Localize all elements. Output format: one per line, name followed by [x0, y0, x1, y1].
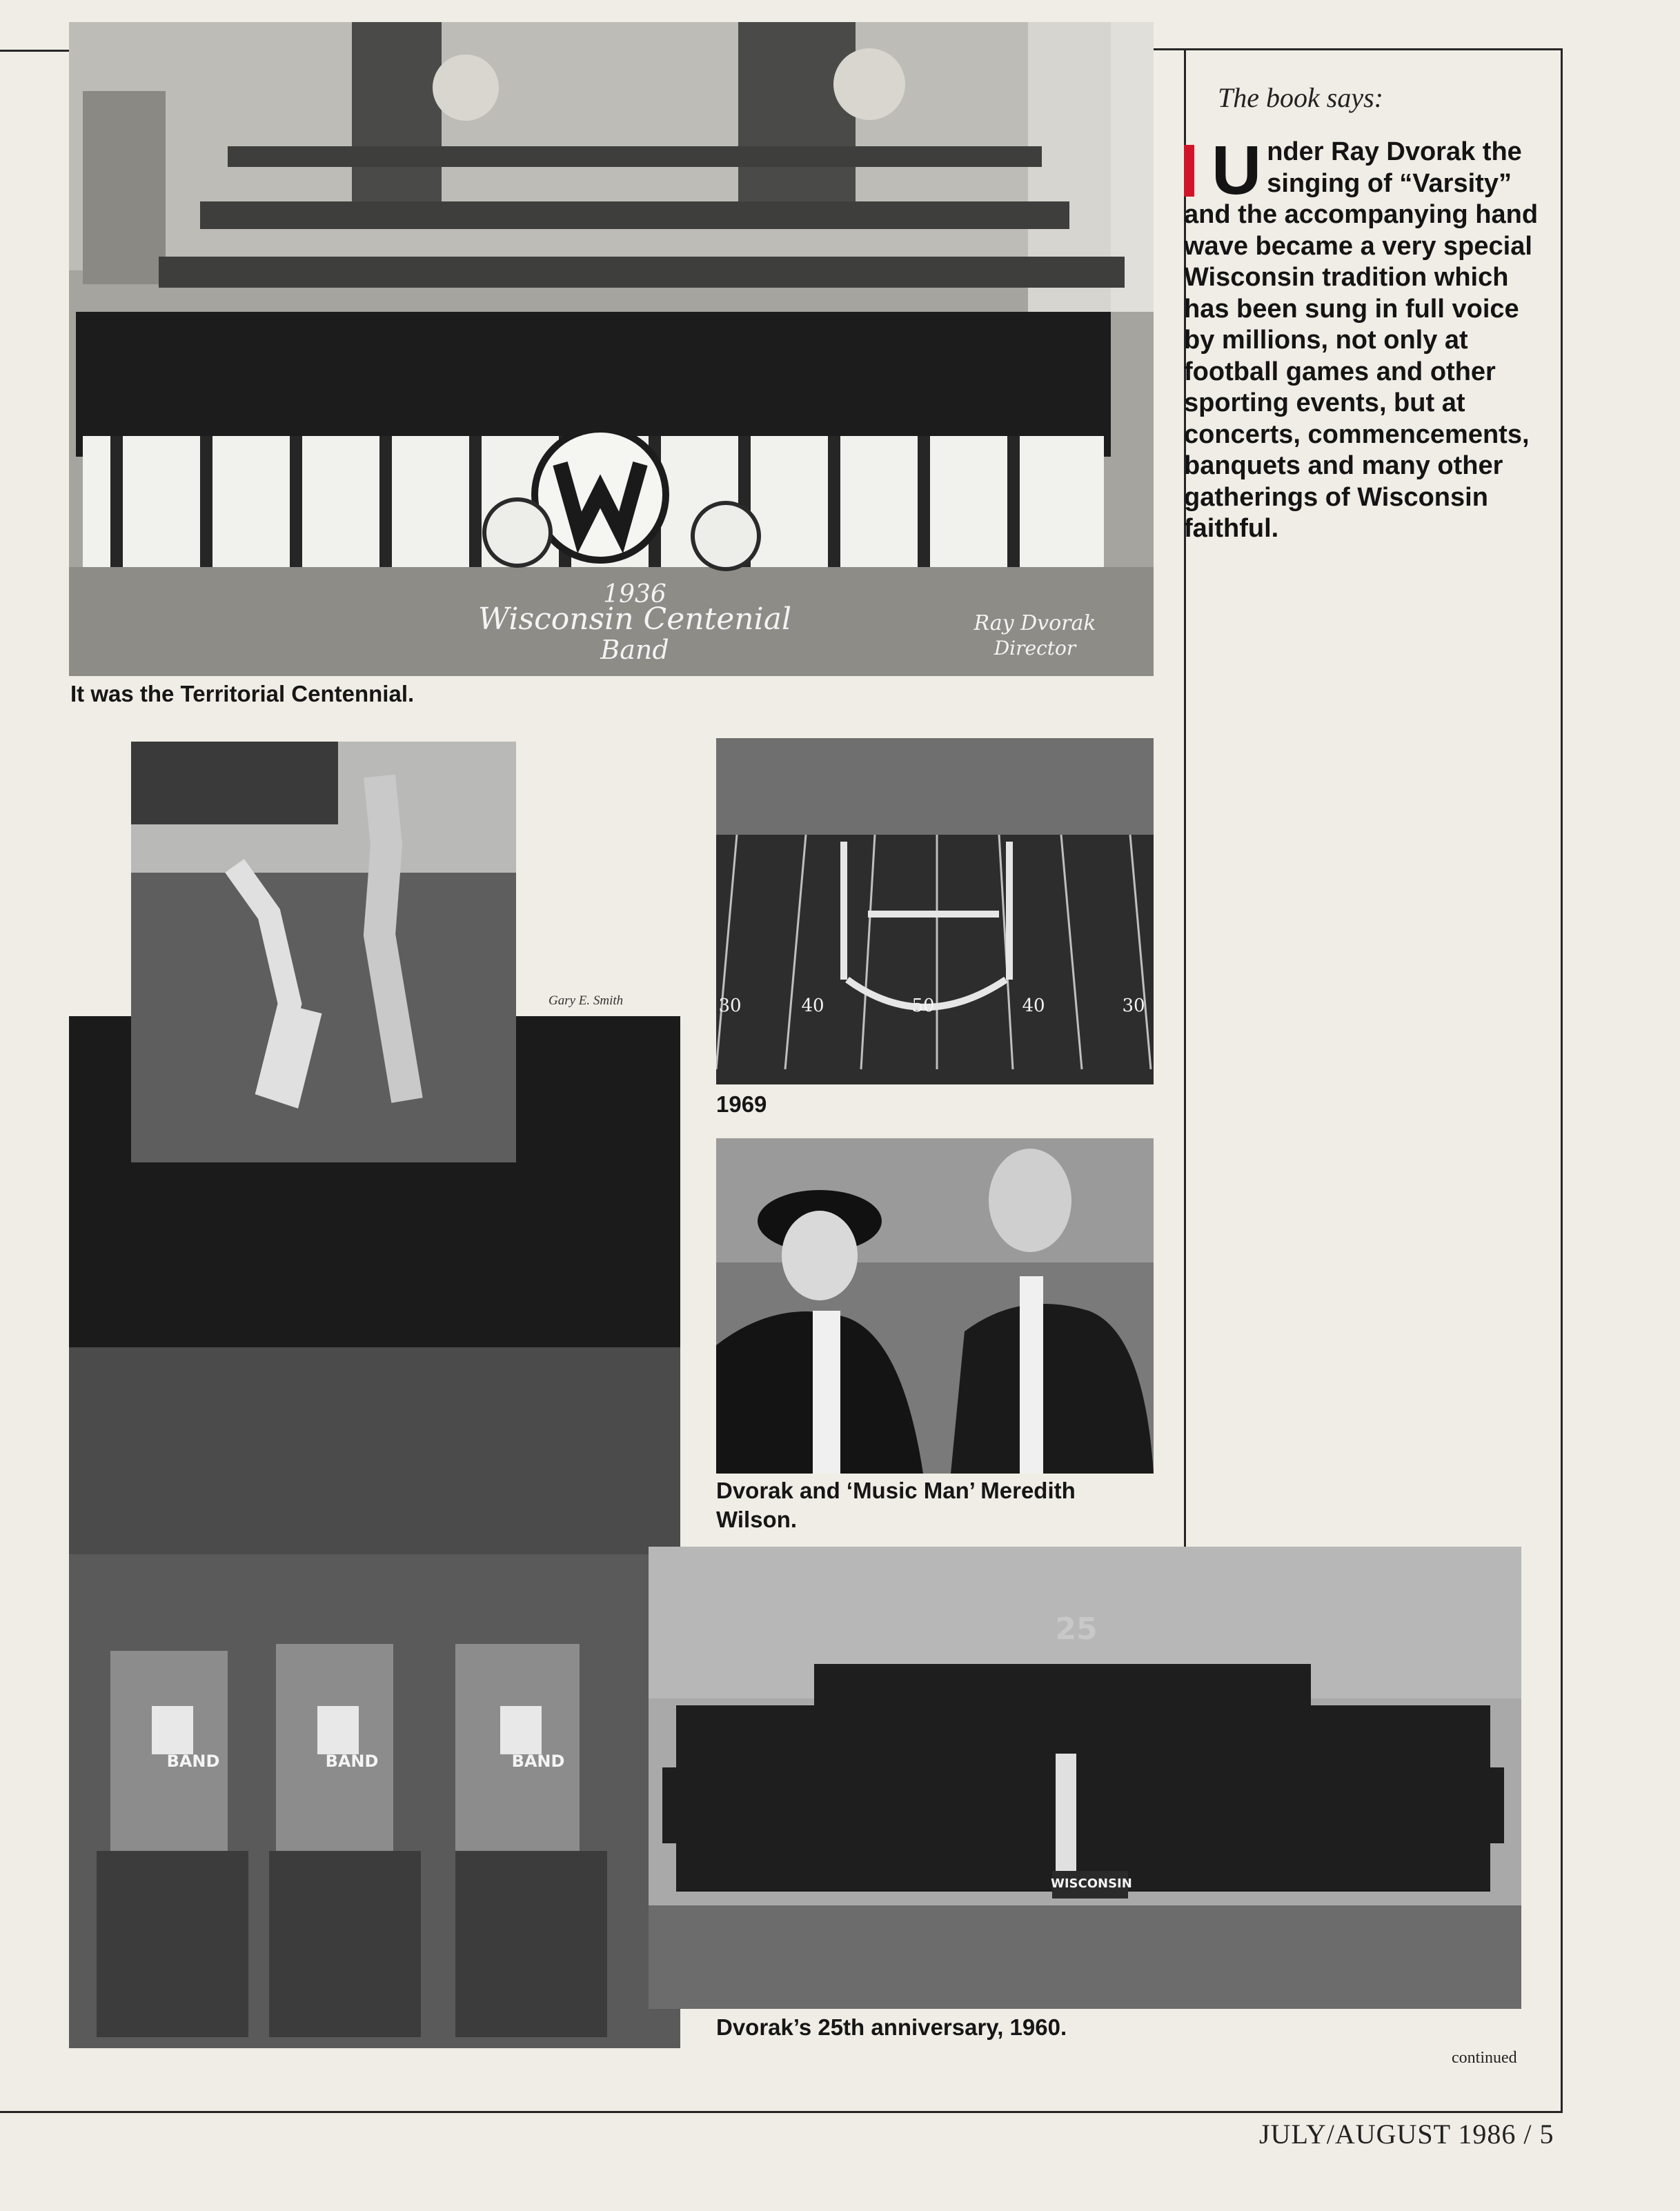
yard-label-30-left: 30: [718, 995, 742, 1016]
field-1969-image: [716, 738, 1154, 1084]
student-band-photo: [69, 1016, 680, 2048]
inscription-director-role: Director: [994, 637, 1076, 660]
dvorak-wilson-photo: [716, 1138, 1154, 1474]
dvorak-wilson-image: [716, 1138, 1154, 1474]
top-rule-right: [1154, 48, 1563, 50]
band-1936-photo: [69, 22, 1154, 676]
quote-drop-cap: U: [1212, 132, 1262, 209]
right-frame-rule: [1561, 48, 1563, 2111]
quote-body: nder Ray Dvorak the singing of “Varsity” and the accompanying hand wave became a very special Wisconsin tradition which has been sung in full voice by millions, not only at football games and other sporting events, but at concerts, commencements, banquets and many other gatherings of Wisconsin faithful.: [1184, 137, 1539, 543]
band-1936-caption: It was the Territorial Centennial.: [70, 681, 415, 706]
stage-number: 25: [1055, 1612, 1098, 1647]
yard-label-40-right: 40: [1022, 995, 1045, 1016]
shirt-text-3: BAND: [511, 1752, 565, 1771]
inscription-year: 1936: [603, 580, 666, 608]
sidebar-kicker: The book says:: [1218, 82, 1383, 113]
fans-image: [131, 742, 516, 1162]
field-1969-photo: [716, 738, 1154, 1084]
shirt-text-2: BAND: [325, 1752, 379, 1771]
fans-photo-credit: Gary E. Smith: [549, 993, 624, 1008]
anniversary-1960-caption: Dvorak’s 25th anniversary, 1960.: [716, 2014, 1067, 2040]
fans-photo: [131, 742, 516, 1162]
anniversary-1960-photo: [649, 1547, 1521, 2009]
inscription-director-name: Ray Dvorak: [974, 611, 1096, 635]
field-1969-caption: 1969: [716, 1091, 767, 1117]
shirt-text-1: BAND: [166, 1752, 220, 1771]
student-band-image: [69, 1016, 680, 2048]
yard-label-50: 50: [911, 995, 935, 1016]
continued-label: continued: [1452, 2049, 1517, 2067]
band-1936-image: [69, 22, 1154, 676]
page-folio: JULY/AUGUST 1986 / 5: [1259, 2119, 1554, 2150]
inscription-title: Wisconsin Centenial: [477, 602, 792, 637]
yard-label-30-right: 30: [1122, 995, 1145, 1016]
yard-label-40-left: 40: [801, 995, 824, 1016]
stage-sign: WISCONSIN: [1051, 1876, 1132, 1891]
bottom-rule: [0, 2111, 1563, 2113]
dvorak-wilson-caption: Dvorak and ‘Music Man’ Meredith Wilson.: [716, 1478, 1076, 1532]
sidebar-quote: [1184, 132, 1557, 545]
top-rule-left: [0, 50, 69, 52]
inscription-band: Band: [600, 635, 669, 665]
